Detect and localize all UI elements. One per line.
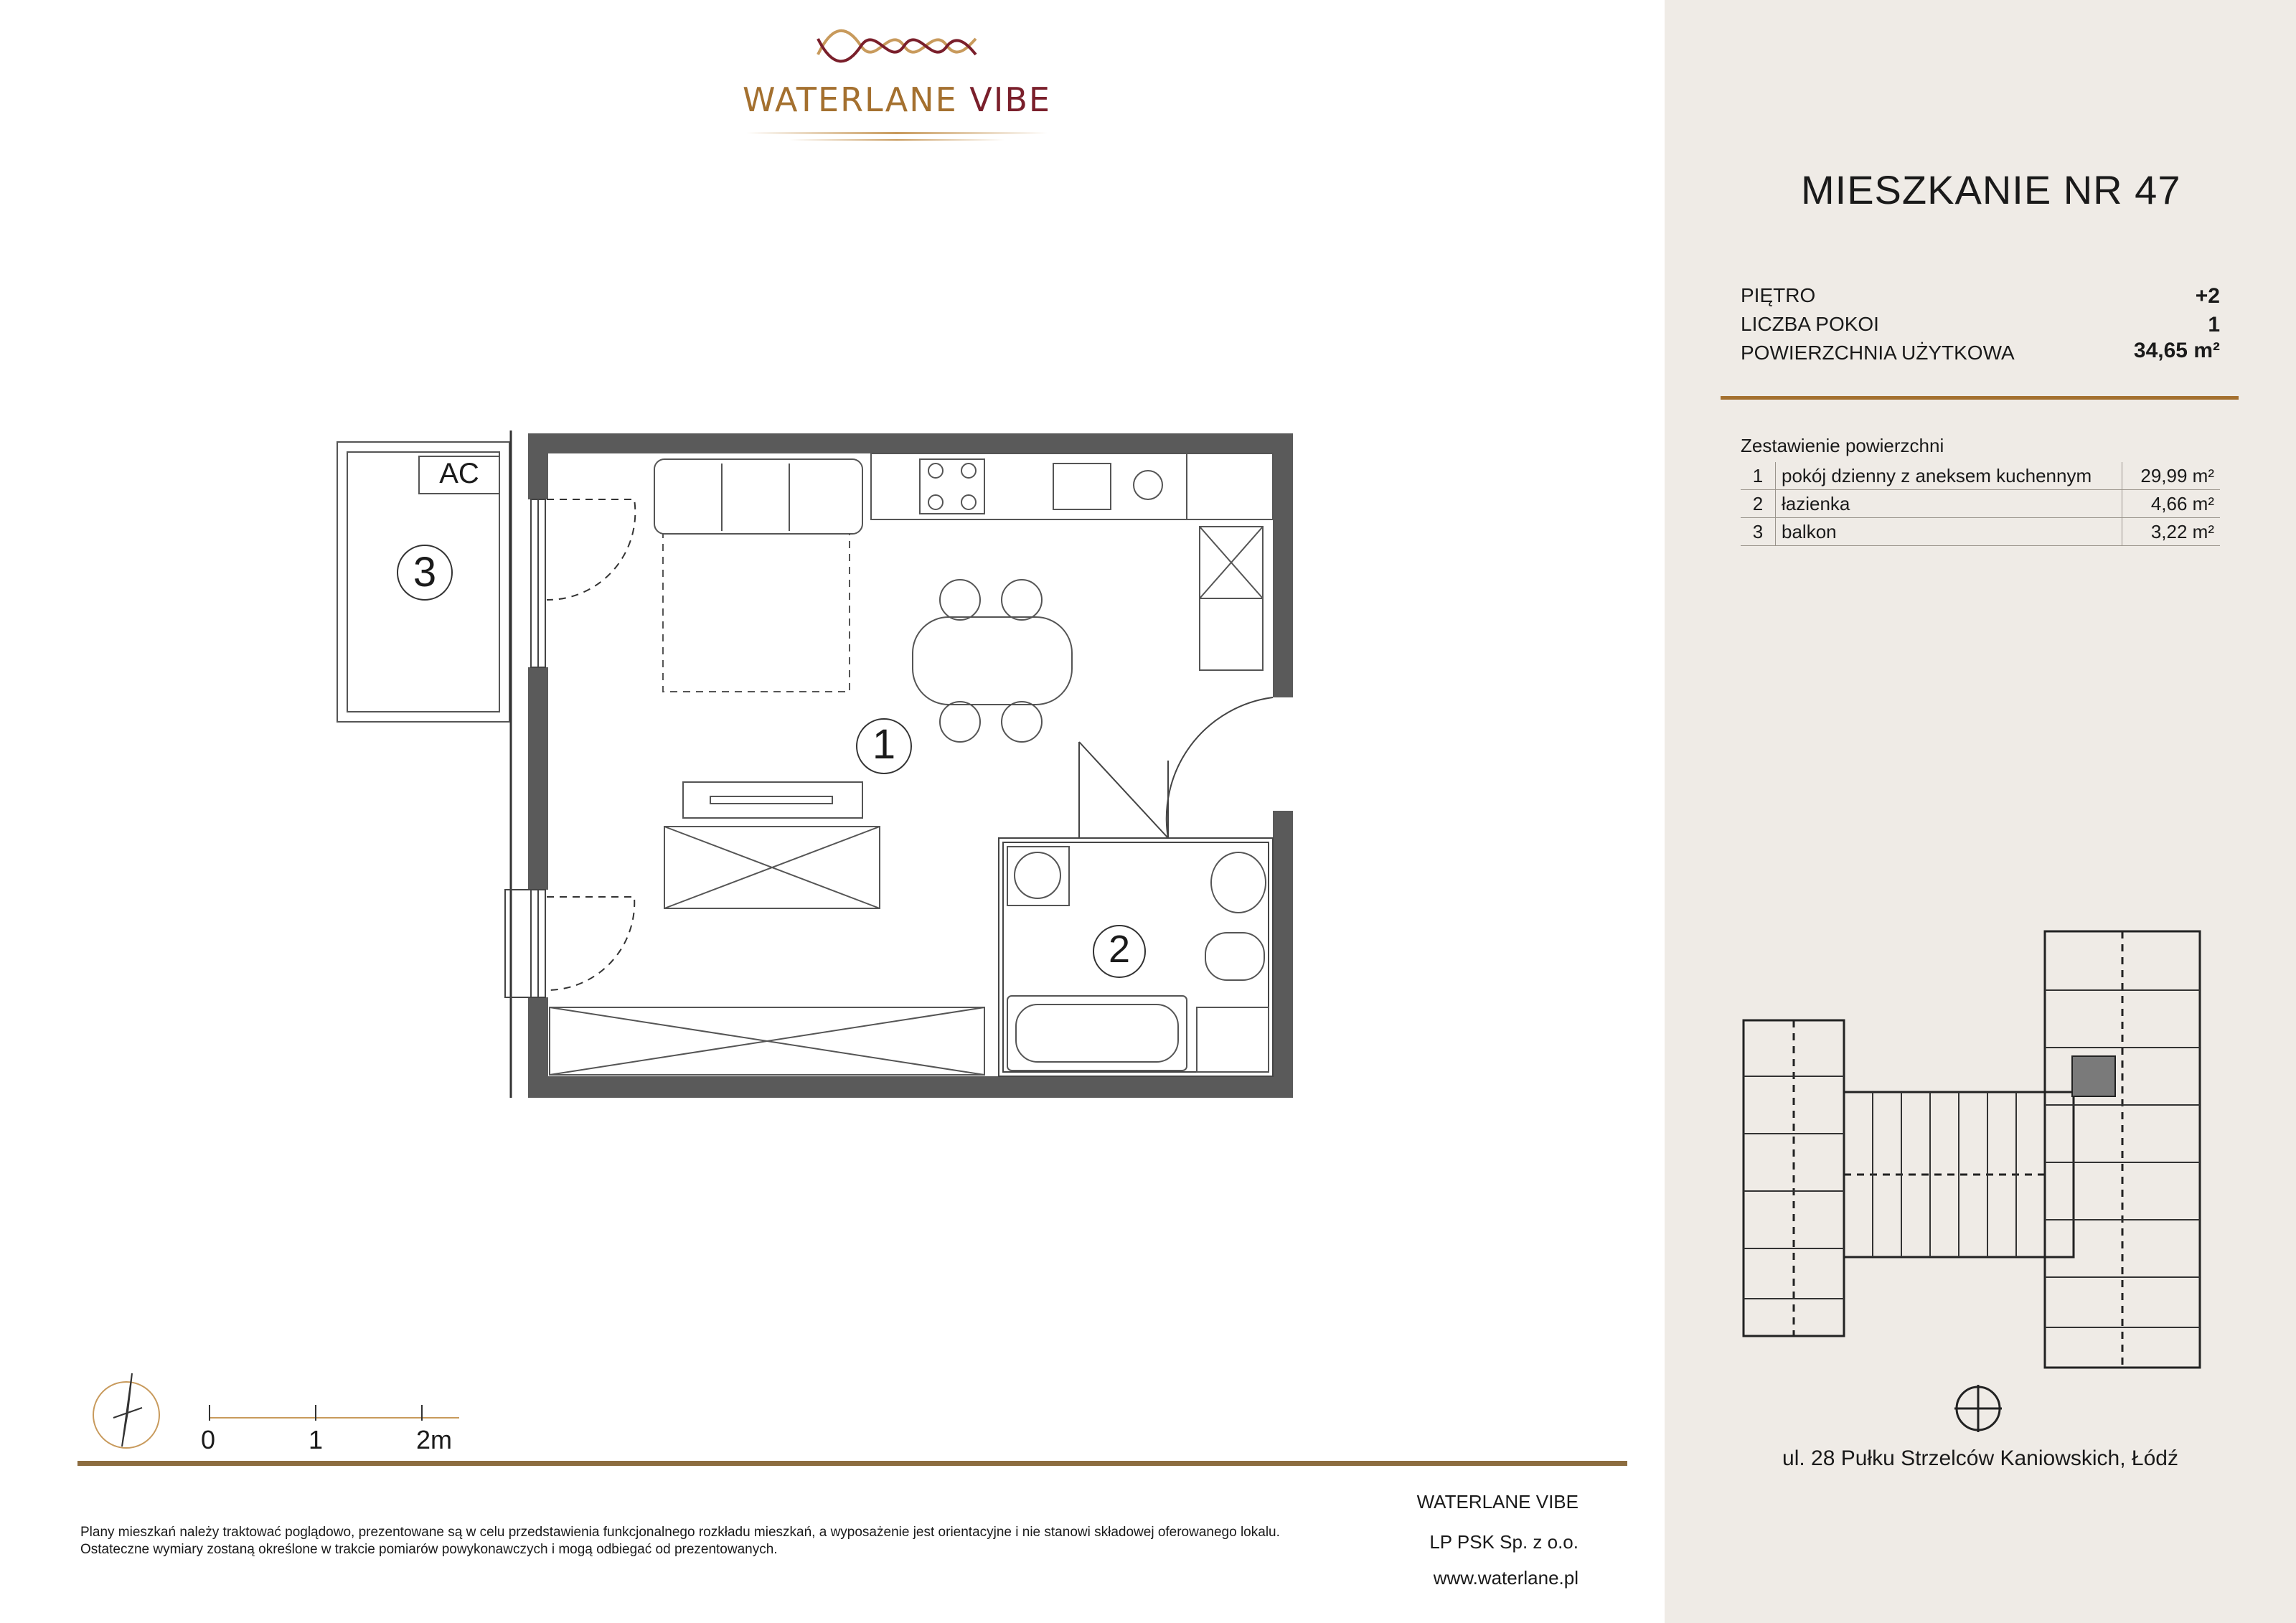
spec-divider <box>1721 396 2239 400</box>
info-panel <box>1665 0 2296 1623</box>
apartment-highlight <box>2072 1056 2115 1096</box>
company-website-link[interactable]: www.waterlane.pl <box>1433 1567 1578 1589</box>
area-value: 4,66 m² <box>2122 490 2221 518</box>
spec-label-floor: PIĘTRO <box>1741 284 1816 306</box>
scale-label-2m: 2m <box>416 1425 453 1454</box>
table-row <box>1741 490 2220 518</box>
disclaimer-line-1: Plany mieszkań należy traktować poglądowo, prezentowane są w celu przedstawienia funkcjonalnego rozkładu mieszkań, a wyposażenie jest orientacyjne i nie stanowi składowej oferowanego lokalu. <box>80 1525 1280 1540</box>
area-name: balkon <box>1776 518 2122 546</box>
table-row <box>1741 462 2220 490</box>
compass-icon <box>1953 1383 2003 1434</box>
spec-value-area: 34,65 m² <box>2133 339 2220 362</box>
scale-label-0: 0 <box>201 1425 216 1454</box>
area-name: łazienka <box>1776 490 2122 518</box>
logo-underline <box>746 132 1048 134</box>
floor-plan <box>316 423 1306 1112</box>
apartment-title: MIESZKANIE NR 47 <box>1801 167 2181 212</box>
scale-label-1: 1 <box>309 1425 324 1454</box>
company-legal: LP PSK Sp. z o.o. <box>1429 1531 1578 1553</box>
areas-title: Zestawienie powierzchni <box>1741 435 1944 456</box>
spec-value-rooms: 1 <box>2208 313 2220 337</box>
footer-rule <box>77 1461 1627 1466</box>
north-arrow-icon <box>85 1368 164 1454</box>
scale-bar <box>194 1399 466 1428</box>
area-num: 2 <box>1741 490 1776 518</box>
area-value: 3,22 m² <box>2122 518 2221 546</box>
areas-table <box>1741 462 2220 546</box>
spec-value-floor: +2 <box>2195 284 2220 308</box>
logo-underline-2 <box>789 139 1004 141</box>
area-num: 1 <box>1741 462 1776 490</box>
company-name: WATERLANE VIBE <box>1416 1491 1578 1513</box>
spec-label-rooms: LICZBA POKOI <box>1741 313 1879 335</box>
logo-mark <box>811 17 983 67</box>
area-num: 3 <box>1741 518 1776 546</box>
building-key-plan <box>1729 926 2217 1378</box>
disclaimer-line-2: Ostateczne wymiary zostaną określone w trakcie pomiarów powykonawczych i mogą odbiegać od prezentowanych. <box>80 1542 778 1557</box>
room-label-3: 3 <box>413 549 437 596</box>
address: ul. 28 Pułku Strzelców Kaniowskich, Łódź <box>1782 1446 2178 1470</box>
ac-label: AC <box>439 458 479 489</box>
logo-word-1: WATERLANE <box>743 80 970 119</box>
area-value: 29,99 m² <box>2122 462 2221 490</box>
logo-word-2: VIBE <box>969 80 1051 119</box>
spec-label-area: POWIERZCHNIA UŻYTKOWA <box>1741 342 2015 364</box>
table-row <box>1741 518 2220 546</box>
logo-wordmark <box>718 80 1076 119</box>
area-name: pokój dzienny z aneksem kuchennym <box>1776 462 2122 490</box>
disclaimer <box>80 1524 1444 1558</box>
room-label-1: 1 <box>872 721 896 768</box>
room-label-2: 2 <box>1108 928 1131 971</box>
